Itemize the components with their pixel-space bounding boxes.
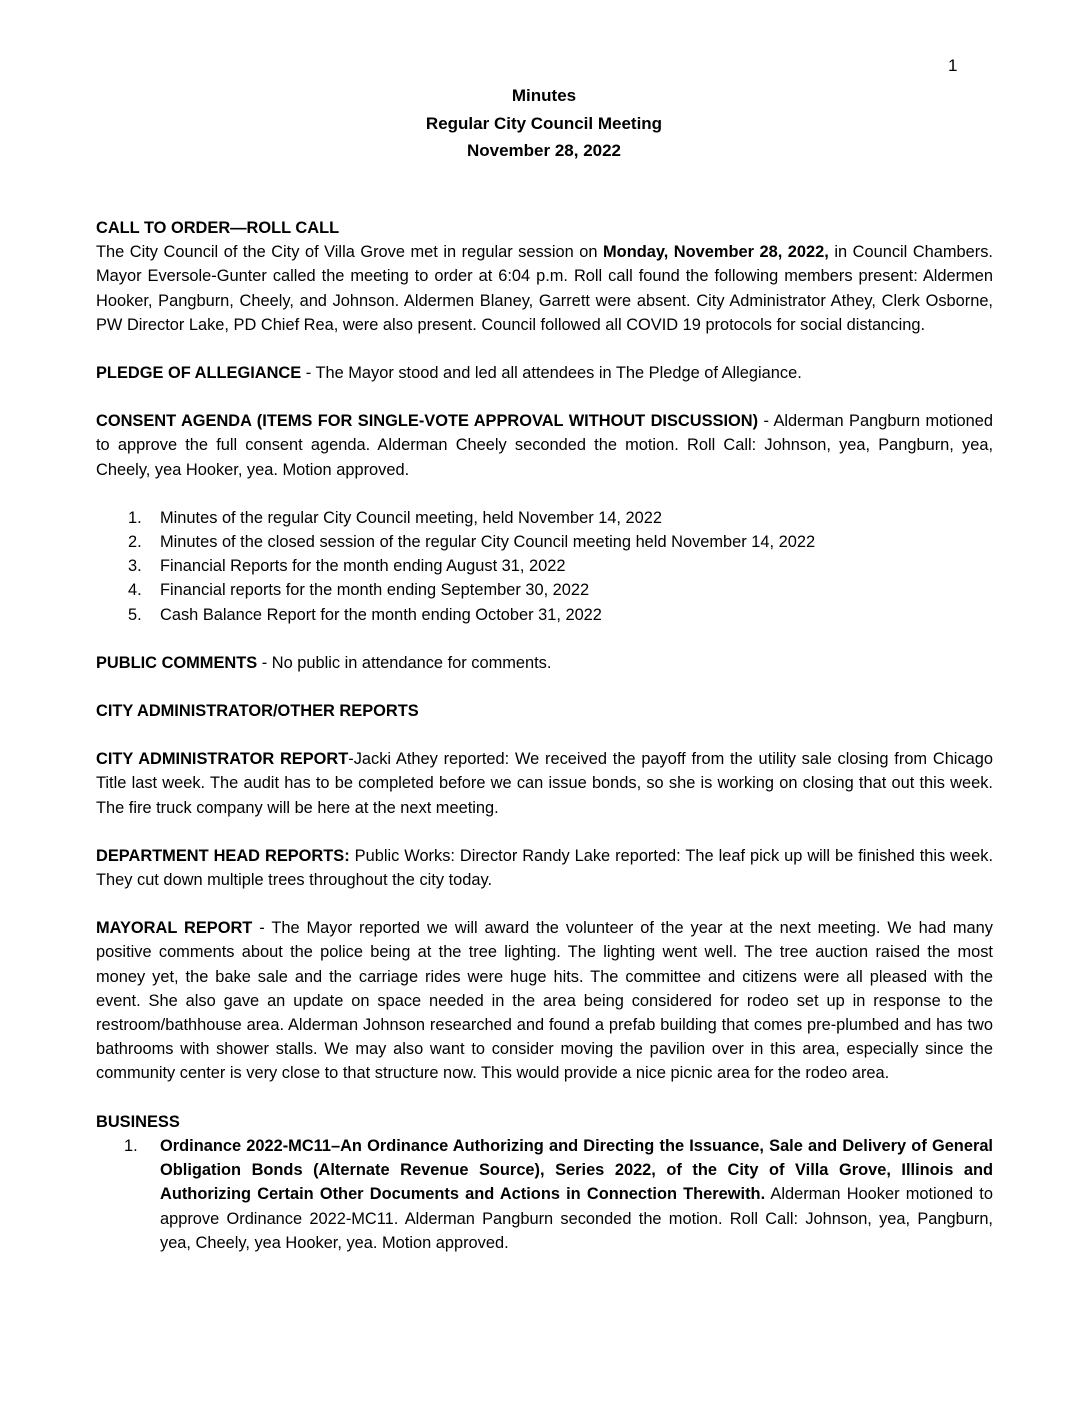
list-item: [96, 530, 993, 554]
list-item: [96, 506, 993, 530]
admin-report-text: -Jacki Athey reported: We received the payoff from the utility sale closing from Chicago Title last week. The audit has to be completed before we can issue bonds, so she is working on closing that out this week. The fire truck company will be here at the next meeting.: [96, 750, 993, 817]
business-item-number: 1.: [124, 1136, 138, 1155]
list-item-number: 2.: [128, 533, 142, 552]
page-number: 1: [948, 56, 958, 75]
business-item: [96, 1134, 993, 1255]
header-title: Minutes: [511, 86, 577, 105]
header-meeting-type: Regular City Council Meeting: [425, 113, 663, 133]
public-comments-section: [96, 651, 993, 675]
dept-reports-section: [96, 844, 993, 892]
list-item: [96, 554, 993, 578]
list-item-text: Minutes of the regular City Council meeting, held November 14, 2022: [160, 508, 663, 527]
public-comments-text: - No public in attendance for comments.: [257, 653, 552, 672]
business-item-text: Alderman Hooker motioned to approve Ordinance 2022-MC11. Alderman Pangburn seconded the motion. Roll Call: Johnson, yea, Pangburn, yea, Cheely, yea Hooker, yea. Motion approved.: [160, 1185, 993, 1252]
document-body: [96, 216, 993, 1255]
pledge-text: - The Mayor stood and led all attendees in The Pledge of Allegiance.: [301, 364, 802, 383]
dept-reports-text: Public Works: Director Randy Lake reported: The leaf pick up will be finished this week. They cut down multiple trees throughout the city today.: [96, 846, 993, 890]
public-comments-heading: PUBLIC COMMENTS: [96, 653, 258, 672]
mayoral-report-section: [96, 916, 993, 1085]
list-item-text: Minutes of the closed session of the regular City Council meeting held November 14, 2022: [160, 533, 816, 552]
list-item: [96, 578, 993, 602]
call-to-order-text-a: The City Council of the City of Villa Grove met in regular session on: [96, 243, 604, 262]
admin-report-heading: CITY ADMINISTRATOR REPORT: [96, 750, 349, 769]
list-item-text: Financial reports for the month ending September 30, 2022: [160, 581, 590, 600]
list-item-number: 5.: [128, 605, 142, 624]
call-to-order-section: [96, 216, 993, 337]
dept-reports-heading: DEPARTMENT HEAD REPORTS:: [96, 846, 350, 865]
meeting-date: Monday, November 28, 2022,: [603, 243, 829, 262]
ordinance-title: Ordinance 2022-MC11–An Ordinance Authorizing and Directing the Issuance, Sale and Delivery of General Obligation Bonds (Alternate Revenue Source), Series 2022, of the City of Villa Grove, Illinois and Authorizing Certain Other Documents and Actions in Connection Therewith.: [160, 1136, 993, 1204]
consent-agenda-list: [96, 506, 993, 627]
admin-report-section: [96, 747, 993, 820]
list-item-number: 1.: [128, 508, 142, 527]
mayoral-report-heading: MAYORAL REPORT: [96, 919, 253, 938]
list-item-text: Cash Balance Report for the month ending October 31, 2022: [160, 605, 602, 624]
list-item-number: 4.: [128, 581, 142, 600]
document-header: [0, 82, 1088, 165]
consent-agenda-text: - Alderman Pangburn motioned to approve the full consent agenda. Alderman Cheely seconded the motion. Roll Call: Johnson, yea, Pangburn, yea, Cheely, yea Hooker, yea. Motion approved.: [96, 412, 993, 479]
business-heading: BUSINESS: [96, 1112, 180, 1131]
list-item-text: Financial Reports for the month ending August 31, 2022: [160, 557, 566, 576]
call-to-order-heading: CALL TO ORDER—ROLL CALL: [96, 219, 340, 237]
mayoral-report-text: - The Mayor reported we will award the volunteer of the year at the next meeting. We had many positive comments about the police being at the tree lighting. The lighting went well. The tree auction raised the most money yet, the bake sale and the carriage rides were huge hits. The committee and citizens were all pleased with the event. She also gave an update on space needed in the area being considered for rodeo set up in response to the restroom/bathhouse area. Alderman Johnson researched and found a prefab building that comes pre-plumbed and has two bathrooms with shower stalls. We may also want to consider moving the pavilion over in this area, especially since the community center is very close to that structure now. This would provide a nice picnic area for the rodeo area.: [96, 919, 993, 1083]
header-date: November 28, 2022: [466, 141, 622, 160]
call-to-order-text-b: in Council Chambers. Mayor Eversole-Gunter called the meeting to order at 6:04 p.m. Roll call found the following members present: Aldermen Hooker, Pangburn, Cheely, and Johnson. Aldermen Blaney, Garrett were absent. City Administrator Athey, Clerk Osborne, PW Director Lake, PD Chief Rea, were also present. Council followed all COVID 19 protocols for social distancing.: [96, 243, 993, 334]
list-item-number: 3.: [128, 557, 142, 576]
reports-heading: CITY ADMINISTRATOR/OTHER REPORTS: [96, 702, 419, 721]
pledge-section: [96, 361, 993, 385]
consent-agenda-section: [96, 409, 993, 482]
consent-agenda-heading: CONSENT AGENDA (ITEMS FOR SINGLE-VOTE APPROVAL WITHOUT DISCUSSION): [96, 412, 759, 431]
list-item: [96, 603, 993, 627]
pledge-heading: PLEDGE OF ALLEGIANCE: [96, 364, 302, 383]
